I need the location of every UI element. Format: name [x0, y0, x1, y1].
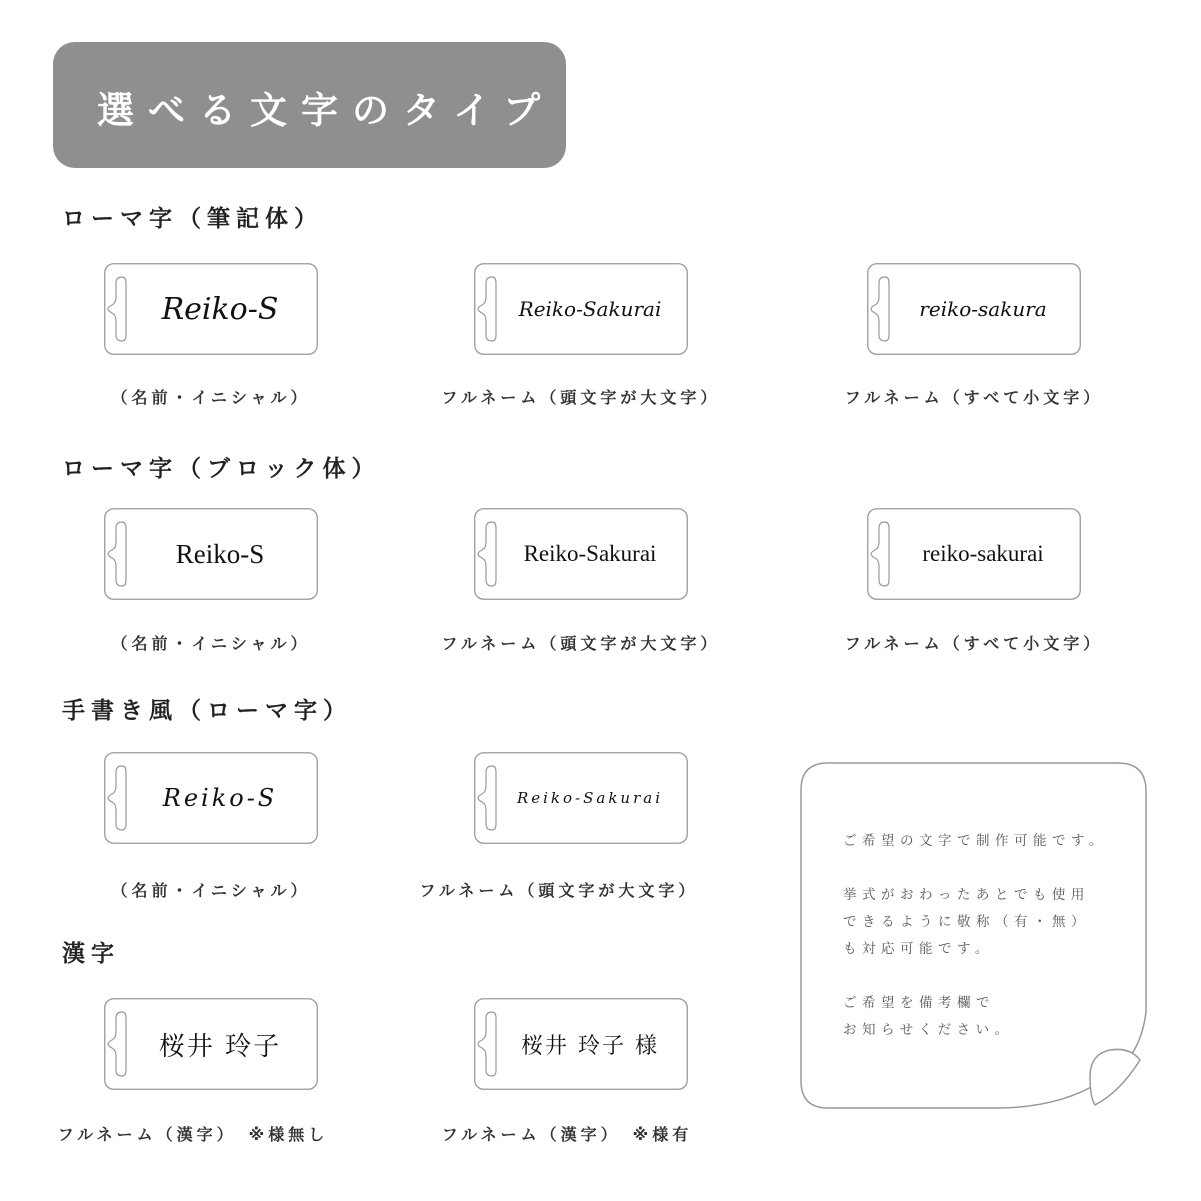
tag-text: Reiko-Sakurai — [523, 541, 657, 566]
tag-caption: フルネーム（頭文字が大文字） — [441, 634, 721, 653]
name-tag-sample — [104, 508, 318, 600]
name-tag-sample — [867, 508, 1081, 600]
tag-text: reiko-sakura — [919, 297, 1047, 321]
section-heading-handwritten: 手書き風（ローマ字） — [62, 698, 352, 724]
name-tag-sample — [104, 752, 318, 844]
page-title: 選べる文字のタイプ — [53, 42, 566, 168]
section-heading-cursive: ローマ字（筆記体） — [62, 206, 323, 232]
name-tag-sample — [474, 752, 688, 844]
tag-text: Reiko-S — [161, 291, 279, 327]
tag-text: reiko-sakurai — [922, 541, 1044, 566]
name-tag-sample — [104, 998, 318, 1090]
tag-caption: （名前・イニシャル） — [111, 634, 311, 653]
tag-caption: フルネーム（すべて小文字） — [844, 388, 1104, 407]
tag-text: Reiko-S — [162, 784, 278, 812]
name-tag-sample — [474, 508, 688, 600]
tag-caption: フルネーム（すべて小文字） — [844, 634, 1104, 653]
name-tag-sample — [867, 263, 1081, 355]
tag-text: Reiko-Sakurai — [516, 789, 664, 807]
tag-caption: フルネーム（頭文字が大文字） — [441, 388, 721, 407]
tag-caption: フルネーム（漢字） ※様有 — [441, 1125, 693, 1144]
note-line: 挙式がおわったあとでも使用 — [843, 887, 1090, 903]
name-tag-sample — [104, 263, 318, 355]
note-line: も対応可能です。 — [843, 941, 994, 957]
tag-caption: フルネーム（頭文字が大文字） — [419, 881, 699, 900]
note-line: お知らせください。 — [843, 1022, 1014, 1038]
name-tag-sample — [474, 998, 688, 1090]
note-card — [800, 762, 1148, 1110]
section-heading-kanji: 漢字 — [62, 941, 120, 967]
tag-text: Reiko-S — [175, 538, 265, 569]
tag-caption: （名前・イニシャル） — [111, 388, 311, 407]
tag-text: Reiko-Sakurai — [518, 297, 662, 321]
note-line: ご希望を備考欄で — [843, 995, 995, 1011]
tag-caption: フルネーム（漢字） ※様無し — [57, 1125, 329, 1144]
tag-text: 桜井 玲子 — [158, 1031, 282, 1062]
tag-text: 桜井 玲子 様 — [521, 1033, 659, 1059]
name-tag-sample — [474, 263, 688, 355]
note-line: できるように敬称（有・無） — [843, 914, 1090, 930]
tag-caption: （名前・イニシャル） — [111, 881, 311, 900]
section-heading-block: ローマ字（ブロック体） — [62, 456, 381, 482]
note-line: ご希望の文字で制作可能です。 — [843, 833, 1108, 849]
